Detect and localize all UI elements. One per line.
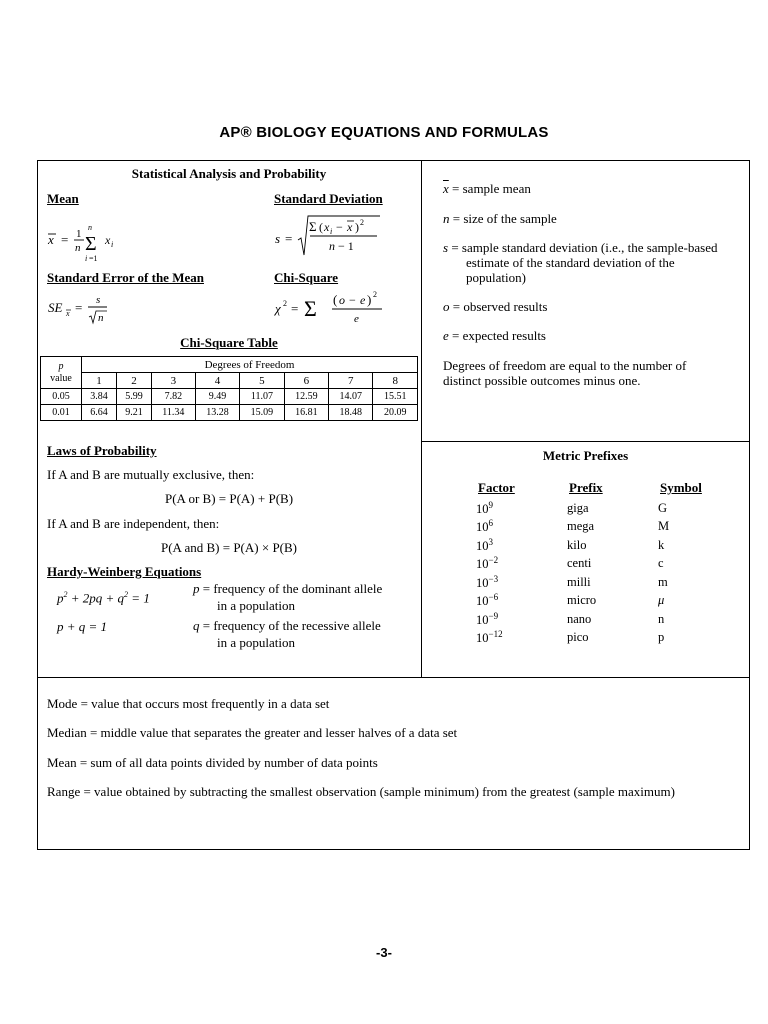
def-s-text-2: estimate of the standard deviation of the [466,255,675,270]
exclusive-text: If A and B are mutually exclusive, then: [47,467,255,482]
prefix-header: Prefix [569,480,603,495]
svg-text:− 1: − 1 [338,239,354,253]
symbol-cell: M [658,519,670,534]
page-number: -3- [376,945,392,960]
p-header: p [58,360,64,372]
column-divider [421,160,422,677]
svg-text:2: 2 [360,218,364,227]
svg-text:n: n [88,223,92,232]
factor-exp: 9 [488,499,493,510]
svg-text:Σ: Σ [304,296,317,321]
symbol-cell: n [658,611,665,626]
svg-text:i: i [330,227,333,236]
prefix-cell: centi [567,556,592,571]
svg-text:n: n [98,312,104,324]
value-cell: 15.09 [240,405,284,421]
factor-cell [476,555,567,574]
factor-cell [476,629,567,648]
def-xbar-text: = sample mean [452,181,531,196]
se-formula [47,291,127,327]
o-symbol: o [443,299,450,314]
factor-base: 10 [476,594,489,609]
symbol-cell: μ [658,593,665,608]
q-definition [193,618,381,634]
svg-text:o: o [339,293,345,307]
def-xbar [443,181,531,197]
def-s [443,240,717,256]
e-symbol: e [443,328,449,343]
factor-base: 10 [476,501,489,516]
svg-text:n: n [75,242,81,254]
svg-text:x: x [324,220,330,234]
prefix-cell: milli [567,574,591,589]
svg-text:=: = [75,300,83,315]
chi-formula [274,287,394,327]
table-row [41,389,418,405]
prefix-cell: giga [567,500,589,515]
svg-text:2: 2 [373,290,377,299]
probability-heading: Laws of Probability [47,443,157,458]
factor-cell [476,518,567,537]
svg-text:SE: SE [48,300,63,315]
svg-text:χ: χ [275,301,281,316]
def-dof-1: Degrees of freedom are equal to the number of [443,358,687,373]
median-definition: Median = middle value that separates the greater and lesser halves of a data set [47,725,458,740]
table-row [476,629,669,648]
p-def-text-2: in a population [217,598,295,613]
sd-formula [274,213,384,259]
def-n [443,211,557,227]
value-cell: 5.99 [116,389,151,405]
mean-definition: Mean = sum of all data points divided by number of data points [47,755,378,770]
s-symbol: s [443,240,449,255]
svg-text:2: 2 [283,299,287,308]
value-cell: 14.07 [329,389,373,405]
chi-square-table [40,356,418,421]
page-title: AP® BIOLOGY EQUATIONS AND FORMULAS [219,124,549,141]
table-row [476,536,669,555]
p-cell: 0.05 [41,389,82,405]
table-row [476,592,669,611]
factor-exp: −3 [488,573,499,584]
dof-header: Degrees of Freedom [82,357,418,373]
range-definition: Range = value obtained by subtracting the smallest observation (sample minimum) from the greatest (sample maximum) [47,784,675,799]
factor-header: Factor [478,480,515,495]
factor-cell [476,499,567,518]
svg-text:=: = [285,231,293,246]
factor-cell [476,592,567,611]
factor-base: 10 [476,557,489,572]
value-cell: 9.49 [195,389,239,405]
factor-base: 10 [476,612,489,627]
sd-formula-graphic [274,213,384,259]
svg-text:=: = [291,301,299,316]
svg-text:i: i [85,254,88,263]
factor-cell [476,610,567,629]
chi-label: Chi-Square [274,270,339,285]
svg-text:i: i [111,240,114,249]
value-cell: 16.81 [284,405,328,421]
xbar-symbol: $\overline{x}$ [443,181,449,196]
svg-text:s: s [275,231,281,246]
def-o-text: = observed results [452,299,548,314]
factor-exp: −2 [488,555,499,566]
p-value-header [41,357,82,389]
def-s-text-1: = sample standard deviation (i.e., the sample-based [451,240,718,255]
value-cell: 13.28 [195,405,239,421]
svg-text:e: e [360,293,366,307]
dof-cell: 5 [240,373,284,389]
q-def-text-1: = frequency of the recessive allele [202,618,381,633]
svg-text:1: 1 [76,228,82,240]
svg-text:=1: =1 [89,254,98,263]
svg-text:−: − [336,220,343,234]
factor-cell [476,573,567,592]
value-cell: 11.34 [151,405,195,421]
factor-base: 10 [476,575,489,590]
dof-cell: 2 [116,373,151,389]
symbol-header: Symbol [660,480,702,495]
factor-base: 10 [476,631,489,646]
table-row [476,499,669,518]
mean-label: Mean [47,191,79,206]
def-n-text: = size of the sample [452,211,557,226]
metric-heading: Metric Prefixes [542,448,629,463]
stats-heading: Statistical Analysis and Probability [131,166,327,181]
p-symbol: p [193,581,200,596]
svg-text:): ) [355,220,359,234]
se-formula-graphic [47,291,127,327]
prefix-cell: micro [567,593,597,608]
svg-text:e: e [354,313,359,325]
symbol-cell: p [658,630,665,645]
value-cell: 9.21 [116,405,151,421]
dof-cell: 4 [195,373,239,389]
table-row [41,405,418,421]
independent-formula: P(A and B) = P(A) × P(B) [161,540,297,555]
dof-cell: 3 [151,373,195,389]
svg-text:): ) [367,292,372,307]
p-definition [193,581,382,597]
hardy-equation-2: p + q = 1 [57,619,108,634]
prefix-cell: nano [567,611,592,626]
hardy-equation-1: $p^2 + 2pq + q^2 = 1$ [57,590,150,606]
dof-cell: 1 [82,373,117,389]
svg-text:x: x [105,233,111,247]
svg-text:x: x [48,232,54,247]
value-cell: 12.59 [284,389,328,405]
factor-exp: −12 [488,629,503,640]
sd-label: Standard Deviation [274,191,383,206]
value-cell: 11.07 [240,389,284,405]
dof-cell: 7 [329,373,373,389]
value-cell: 7.82 [151,389,195,405]
factor-exp: 6 [488,518,493,529]
mean-formula-graphic [47,220,157,266]
right-section-divider [421,441,750,442]
value-cell: 20.09 [373,405,418,421]
dof-cell: 8 [373,373,418,389]
factor-cell [476,536,567,555]
prefix-cell: mega [567,519,595,534]
def-e [443,328,546,344]
value-cell: 15.51 [373,389,418,405]
mean-formula [47,220,157,266]
value-cell: 3.84 [82,389,117,405]
exclusive-formula: P(A or B) = P(A) + P(B) [164,491,294,506]
svg-text:=: = [61,232,69,247]
def-dof-2: distinct possible outcomes minus one. [443,373,641,388]
se-label: Standard Error of the Mean [47,270,204,285]
factor-exp: 3 [488,536,493,547]
svg-text:Σ: Σ [309,219,317,234]
bottom-section-divider [37,677,750,678]
def-o [443,299,547,315]
svg-text:Σ: Σ [85,233,97,255]
def-e-text: = expected results [452,328,546,343]
factor-exp: −6 [488,592,499,603]
prefix-cell: pico [567,630,589,645]
value-cell: 18.48 [329,405,373,421]
q-def-text-2: in a population [217,635,295,650]
hardy-heading: Hardy-Weinberg Equations [47,564,202,579]
value-cell: 6.64 [82,405,117,421]
symbol-cell: m [658,574,668,589]
factor-exp: −9 [488,610,499,621]
independent-text: If A and B are independent, then: [47,516,220,531]
svg-text:(: ( [319,220,323,234]
symbol-cell: G [658,500,668,515]
svg-text:x: x [66,309,70,318]
metric-table [476,499,669,647]
value-header: value [50,372,72,384]
p-cell: 0.01 [41,405,82,421]
symbol-cell: k [658,537,665,552]
mode-definition: Mode = value that occurs most frequently in a data set [47,696,330,711]
svg-text:(: ( [333,292,338,307]
table-row [476,555,669,574]
svg-text:x: x [347,220,353,234]
table-row [476,573,669,592]
p-def-text-1: = frequency of the dominant allele [202,581,383,596]
factor-base: 10 [476,520,489,535]
chi-formula-graphic [274,287,394,327]
prefix-cell: kilo [567,537,587,552]
dof-cell: 6 [284,373,328,389]
def-s-text-3: population) [466,270,526,285]
svg-text:n: n [329,239,335,253]
chi-table-title: Chi-Square Table [180,335,278,350]
n-symbol: n [443,211,450,226]
svg-text:−: − [349,293,356,307]
table-row [476,610,669,629]
svg-text:s: s [96,294,101,306]
q-symbol: q [193,618,200,633]
table-row [476,518,669,537]
factor-base: 10 [476,538,489,553]
symbol-cell: c [658,556,664,571]
